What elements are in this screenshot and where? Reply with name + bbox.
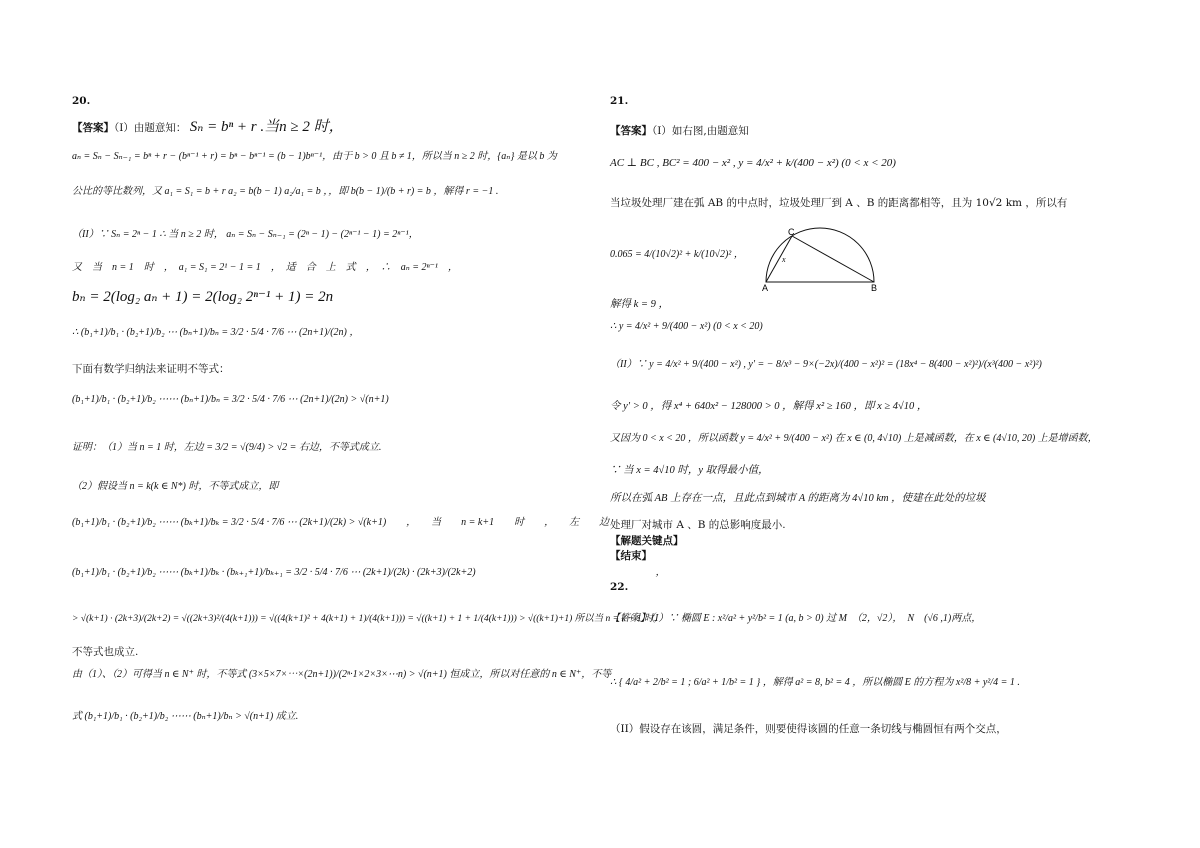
q21-derivative: （II）∵ y = 4/x² + 9/(400 − x²) , y′ = − 8/x³ − 9×(−2x)/(400 − x²)² = (18x⁴ − 8(400 − x²)²)/(x³(400 − x²)²) xyxy=(610,359,1042,370)
chord-cb xyxy=(792,236,874,282)
q20-sn-formula: Sₙ = bⁿ + r .当n ≥ 2 时， xyxy=(189,119,344,135)
q21-solve: 令 y′ > 0 ，得 x⁴ + 640x² − 128000 > 0 ，解得 x² ≥ 160 ，即 x ≥ 4√10 ， xyxy=(610,401,928,412)
q21-end: 【结束】 xyxy=(610,550,652,562)
q20-line-ratio: 公比的等比数列，又 a₁ = S₁ = b + r a₂ = b(b − 1) a₂/a₁ = b ，，即 b(b − 1)/(b + r) = b ，解得 r = −1 . xyxy=(72,186,499,197)
q22-part2: （II）假设存在该圆，满足条件，则要使得该圆的任意一条切线与椭圆恒有两个交点， xyxy=(610,723,1007,735)
q21-key-point: 【解题关键点】 xyxy=(610,535,684,547)
q20-part2-n1: 又 当 n = 1 时 ， a₁ = S₁ = 2¹ − 1 = 1 ， 适 合 上 式 ， ∴ aₙ = 2ⁿ⁻¹ ， xyxy=(72,262,458,273)
q20-final: 式 (b₁+1)/b₁ · (b₂+1)/b₂ ⋯⋯ (bₙ+1)/bₙ > √(n+1) 成立. xyxy=(72,711,299,722)
q20-hypothesis: (b₁+1)/b₁ · (b₂+1)/b₂ ⋯⋯ (bₖ+1)/bₖ = 3/2 · 5/4 · 7/6 ⋯ (2k+1)/(2k) > √(k+1) ， 当 n = k+1 时 ， 左 边 xyxy=(72,517,610,528)
q21-exists: 所以在弧 AB 上存在一点，且此点到城市 A 的距离为 4√10 km ，使建在此处的垃圾 xyxy=(610,493,986,504)
q21-equation: 0.065 = 4/(10√2)² + k/(10√2)² ， xyxy=(610,249,744,260)
question-22-number: 22. xyxy=(610,581,629,593)
q20-product: ∴ (b₁+1)/b₁ · (b₂+1)/b₂ ⋯ (bₙ+1)/bₙ = 3/2 · 5/4 · 7/6 ⋯ (2n+1)/(2n) ， xyxy=(72,327,360,338)
q20-intro-text: （I）由题意知： xyxy=(114,122,187,134)
q20-proof-step2: （2）假设当 n = k(k ∈ N*) 时，不等式成立，即 xyxy=(72,481,279,492)
q21-min-impact: 处理厂对城市 A 、B 的总影响度最小. xyxy=(610,519,786,531)
q20-part1-intro xyxy=(72,118,344,136)
q21-setup: AC ⊥ BC , BC² = 400 − x² , y = 4/x² + k/(400 − x²) (0 < x < 20) xyxy=(610,157,896,169)
question-21-number: 21. xyxy=(610,95,629,107)
q21-monotonic: 又因为 0 < x < 20 ，所以函数 y = 4/x² + 9/(400 − x²) 在 x ∈ (0, 4√10) 上是减函数，在 x ∈ (4√10, 20) 上是增函数， xyxy=(610,433,1098,444)
q20-holds: 不等式也成立. xyxy=(72,646,139,658)
q21-part1 xyxy=(610,124,749,138)
label-a: A xyxy=(762,283,769,292)
q20-conclusion: 由（1）、（2）可得当 n ∈ N⁺ 时，不等式 (3×5×7×⋯×(2n+1))/(2ⁿ·1×2×3×⋯n) > √(n+1) 恒成立，所以对任意的 n ∈ N⁺，不等 xyxy=(72,669,612,680)
q21-y-func: ∴ y = 4/x² + 9/(400 − x²) (0 < x < 20) xyxy=(610,321,763,332)
answer-tag: 【答案】 xyxy=(72,122,114,134)
q20-part2-sn: （II）∵ Sₙ = 2ⁿ − 1 ∴ 当 n ≥ 2 时， aₙ = Sₙ − Sₙ₋₁ = (2ⁿ − 1) − (2ⁿ⁻¹ − 1) = 2ⁿ⁻¹， xyxy=(72,229,419,240)
q21-min: ∵ 当 x = 4√10 时，y 取得最小值， xyxy=(610,465,769,476)
q20-proof-step1: 证明：（1）当 n = 1 时，左边 = 3/2 = √(9/4) > √2 = 右边，不等式成立. xyxy=(72,442,382,453)
question-20-number: 20. xyxy=(72,95,91,107)
q20-derivation: > √(k+1) · (2k+3)/(2k+2) = √((2k+3)²/(4(k+1))) = √((4(k+1)² + 4(k+1) + 1)/(4(k+1))) = √((k+1) + 1 + 1/(4(k+1))) > √((k+1)+1) 所以当 n = k + 1 时， xyxy=(72,614,663,624)
q22-ellipse: 【答案】（I）∵ 椭圆 E : x²/a² + y²/b² = 1 (a, b > 0) 过 M （2，√2）， N (√6 ,1)两点， xyxy=(610,613,982,624)
q20-inequality: (b₁+1)/b₁ · (b₂+1)/b₂ ⋯⋯ (bₙ+1)/bₙ = 3/2 · 5/4 · 7/6 ⋯ (2n+1)/(2n) > √(n+1) xyxy=(72,394,389,405)
q20-bn-formula: bₙ = 2(log₂ aₙ + 1) = 2(log₂ 2ⁿ⁻¹ + 1) = 2n xyxy=(72,289,334,305)
q21-k-value: 解得 k = 9 ， xyxy=(610,299,669,310)
q21-intro-text: （I）如右图,由题意知 xyxy=(652,125,749,137)
q21-midpoint: 当垃圾处理厂建在弧 AB 的中点时，垃圾处理厂到 A 、B 的距离都相等，且为 10√2 km ，所以有 xyxy=(610,197,1068,209)
label-x: x xyxy=(782,255,786,264)
q21-answer-tag: 【答案】 xyxy=(610,125,652,137)
q20-left-side: (b₁+1)/b₁ · (b₂+1)/b₂ ⋯⋯ (bₖ+1)/bₖ · (bₖ₊₁+1)/bₖ₊₁ = 3/2 · 5/4 · 7/6 ⋯ (2k+1)/(2k) · (2k+3)/(2k+2) ， xyxy=(72,567,666,578)
q20-induction-intro: 下面有数学归纳法来证明不等式： xyxy=(72,363,230,375)
chord-ac xyxy=(766,236,792,282)
q22-system: ∴ { 4/a² + 2/b² = 1 ; 6/a² + 1/b² = 1 } ，解得 a² = 8, b² = 4 ，所以椭圆 E 的方程为 x²/8 + y²/4 = 1 . xyxy=(610,677,1020,688)
q20-line-an: aₙ = Sₙ − Sₙ₋₁ = bⁿ + r − (bⁿ⁻¹ + r) = bⁿ − bⁿ⁻¹ = (b − 1)bⁿ⁻¹，由于 b > 0 且 b ≠ 1，所以当 n ≥ 2 时，{aₙ} 是以 b 为 xyxy=(72,151,557,162)
label-b: B xyxy=(871,283,878,292)
semicircle-diagram xyxy=(762,226,882,292)
label-c: C xyxy=(788,227,795,237)
